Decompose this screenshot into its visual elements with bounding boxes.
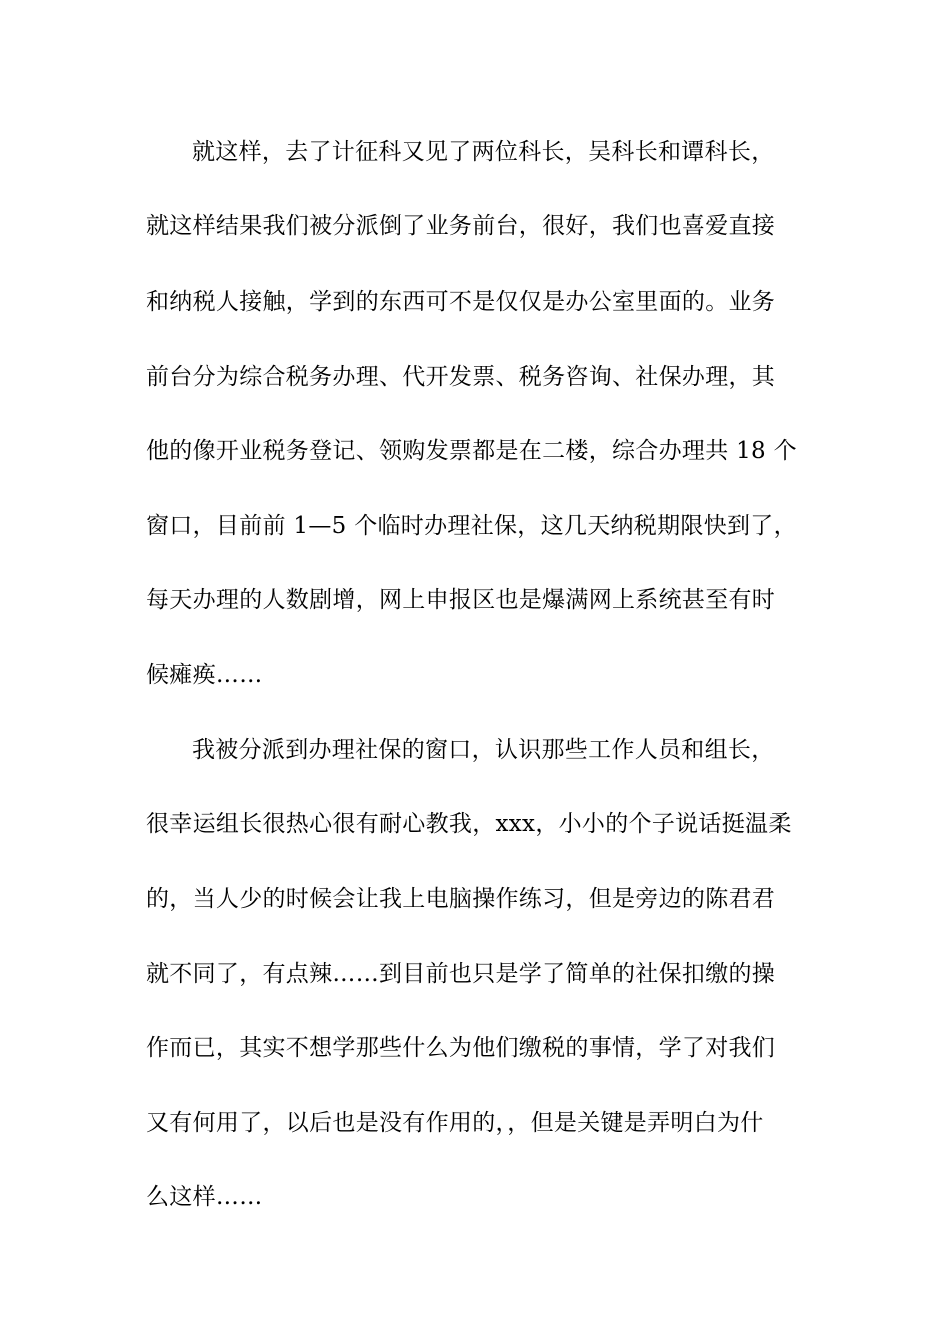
paragraph-1-line-6: 窗口，目前前 1—5 个临时办理社保，这几天纳税期限快到了， xyxy=(146,513,797,539)
paragraph-1-line-1: 就这样，去了计征科又见了两位科长，吴科长和谭科长， xyxy=(192,139,775,165)
paragraph-1-line-2: 就这样结果我们被分派倒了业务前台，很好，我们也喜爱直接 xyxy=(146,213,776,239)
paragraph-2-line-7: 么这样…… xyxy=(146,1184,263,1210)
paragraph-2-line-6: 又有何用了，以后也是没有作用的，，但是关键是弄明白为什 xyxy=(146,1110,764,1136)
paragraph-2-line-5: 作而已，其实不想学那些什么为他们缴税的事情，学了对我们 xyxy=(146,1035,776,1061)
paragraph-1-line-4: 前台分为综合税务办理、代开发票、税务咨询、社保办理，其 xyxy=(146,364,776,390)
paragraph-1-line-3: 和纳税人接触，学到的东西可不是仅仅是办公室里面的。业务 xyxy=(146,289,776,315)
paragraph-1-line-8: 候瘫痪…… xyxy=(146,662,263,688)
paragraph-2-line-4: 就不同了，有点辣……到目前也只是学了简单的社保扣缴的操 xyxy=(146,961,776,987)
paragraph-1-line-5: 他的像开业税务登记、领购发票都是在二楼，综合办理共 18 个 xyxy=(146,438,797,464)
paragraph-2-line-2: 很幸运组长很热心很有耐心教我，xxx，小小的个子说话挺温柔 xyxy=(146,811,792,837)
paragraph-1-line-7: 每天办理的人数剧增，网上申报区也是爆满网上系统甚至有时 xyxy=(146,587,776,613)
paragraph-2-line-3: 的，当人少的时候会让我上电脑操作练习，但是旁边的陈君君 xyxy=(146,886,776,912)
paragraph-2-line-1: 我被分派到办理社保的窗口，认识那些工作人员和组长， xyxy=(192,737,775,763)
